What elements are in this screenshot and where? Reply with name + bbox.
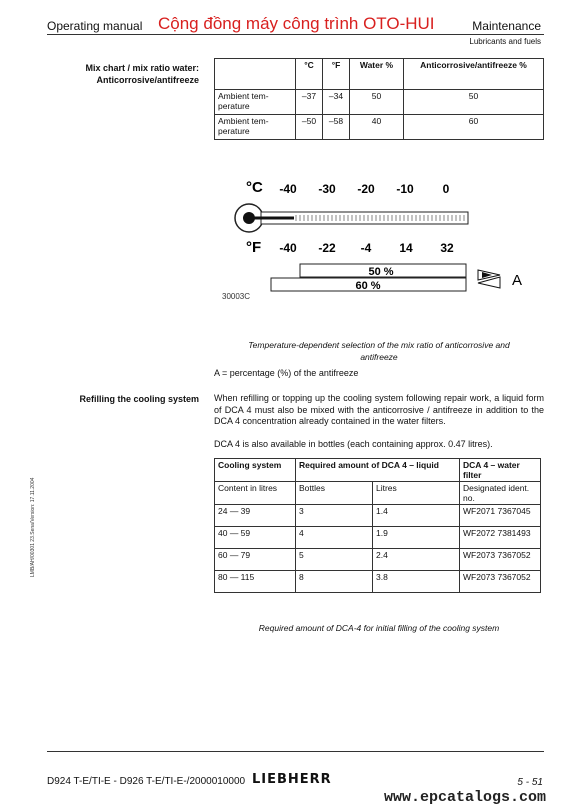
fahrenheit-tick: -4	[360, 241, 372, 255]
figure-code: 30003C	[222, 292, 251, 301]
table-row	[215, 505, 541, 527]
table-cell: 2.4	[373, 549, 460, 571]
refill-paragraph: When refilling or topping up the cooling system following repair work, a liquid form of DCA 4 must also be mixed with the anticorrosive / antifreeze in addition to the DCA 4 concentration already contained in the water filters.	[214, 393, 544, 426]
table-cell: Ambient tem-perature	[215, 115, 296, 140]
mix-chart-label	[47, 62, 199, 86]
table-cell: Bottles	[296, 482, 373, 505]
table-cell: WF2073 7367052	[460, 571, 541, 593]
table-header-cell	[215, 59, 296, 90]
celsius-unit: °C	[246, 179, 263, 196]
table-cell: 60 — 79	[215, 549, 296, 571]
table-caption: Required amount of DCA-4 for initial filling of the cooling system	[258, 623, 500, 633]
table-header-cell: °F	[323, 59, 350, 90]
mix-label-line2: Anticorrosive/antifreeze	[96, 75, 199, 85]
table-cell: 5	[296, 549, 373, 571]
fahrenheit-tick: 32	[440, 241, 454, 255]
table-cell: 24 — 39	[215, 505, 296, 527]
table-header-cell: DCA 4 – water filter	[460, 459, 541, 482]
refill-note: DCA 4 is also available in bottles (each containing approx. 0.47 litres).	[214, 439, 493, 449]
table-cell: 60	[404, 115, 544, 140]
footer-rule	[47, 751, 544, 752]
caption-line2: antifreeze	[360, 352, 398, 362]
table-cell: 40 — 59	[215, 527, 296, 549]
mix-ratio-table	[214, 58, 544, 140]
table-header-row	[215, 59, 544, 90]
table-cell: 4	[296, 527, 373, 549]
site-watermark: www.epcatalogs.com	[383, 789, 546, 806]
table-cell: –50	[296, 115, 323, 140]
table-cell: Litres	[373, 482, 460, 505]
table-header-cell: Water %	[350, 59, 404, 90]
table-row	[215, 571, 541, 593]
fahrenheit-tick: -40	[279, 241, 297, 255]
table-row	[215, 90, 544, 115]
side-version-text: LMB/AH/00301 23.Sena/Version: 17.11.2004	[30, 477, 36, 577]
mix-label-line1: Mix chart / mix ratio water:	[85, 63, 199, 73]
table-cell: 40	[350, 115, 404, 140]
table-cell: 3	[296, 505, 373, 527]
table-header-cell: Anticorrosive/antifreeze %	[404, 59, 544, 90]
table-header-cell: Cooling system	[215, 459, 296, 482]
celsius-tick: -10	[396, 182, 414, 196]
table-header-row	[215, 459, 541, 482]
celsius-tick: -30	[318, 182, 336, 196]
table-row	[215, 527, 541, 549]
table-cell: –37	[296, 90, 323, 115]
watermark-title: Cộng đồng máy công trình OTO-HUI	[158, 14, 435, 33]
fahrenheit-unit: °F	[246, 239, 262, 256]
table-cell: –34	[323, 90, 350, 115]
celsius-tick: -20	[357, 182, 375, 196]
diagram-legend: A = percentage (%) of the antifreeze	[214, 368, 359, 378]
fahrenheit-tick: 14	[399, 241, 413, 255]
table-cell: 3.8	[373, 571, 460, 593]
dca-table	[214, 458, 541, 593]
section-subtitle: Lubricants and fuels	[469, 37, 541, 46]
brand-logo: LIEBHERR	[252, 772, 332, 787]
table-cell: Content in litres	[215, 482, 296, 505]
table-cell: 1.9	[373, 527, 460, 549]
celsius-tick: -40	[279, 182, 297, 196]
refill-label: Refilling the cooling system	[79, 394, 199, 404]
table-row	[215, 549, 541, 571]
table-subheader-row	[215, 482, 541, 505]
arrow-label-a: A	[512, 272, 523, 289]
header-rule	[47, 34, 544, 35]
table-header-cell: °C	[296, 59, 323, 90]
table-cell: 50	[350, 90, 404, 115]
table-cell: 1.4	[373, 505, 460, 527]
page-number: 5 - 51	[517, 777, 543, 788]
table-cell: 50	[404, 90, 544, 115]
table-cell: Designated ident. no.	[460, 482, 541, 505]
thermometer-bulb	[243, 212, 255, 224]
table-row	[215, 115, 544, 140]
table-cell: 8	[296, 571, 373, 593]
bar-50-label: 50 %	[368, 266, 394, 278]
table-cell: Ambient tem-perature	[215, 90, 296, 115]
table-cell: 80 — 115	[215, 571, 296, 593]
table-cell: WF2073 7367052	[460, 549, 541, 571]
section-title: Maintenance	[472, 19, 541, 33]
caption-line1: Temperature-dependent selection of the mix ratio of anticorrosive and	[248, 340, 510, 350]
diagram-caption	[214, 339, 544, 363]
table-header-cell: Required amount of DCA 4 – liquid	[296, 459, 460, 482]
model-reference: D924 T-E/TI-E - D926 T-E/TI-E-/2000010000	[47, 776, 246, 787]
table-cell: WF2072 7381493	[460, 527, 541, 549]
bar-60-label: 60 %	[355, 280, 381, 292]
manual-title: Operating manual	[47, 19, 143, 33]
thermometer-diagram	[214, 168, 544, 308]
table-cell: –58	[323, 115, 350, 140]
celsius-tick: 0	[442, 182, 450, 196]
fahrenheit-tick: -22	[318, 241, 336, 255]
table-cell: WF2071 7367045	[460, 505, 541, 527]
